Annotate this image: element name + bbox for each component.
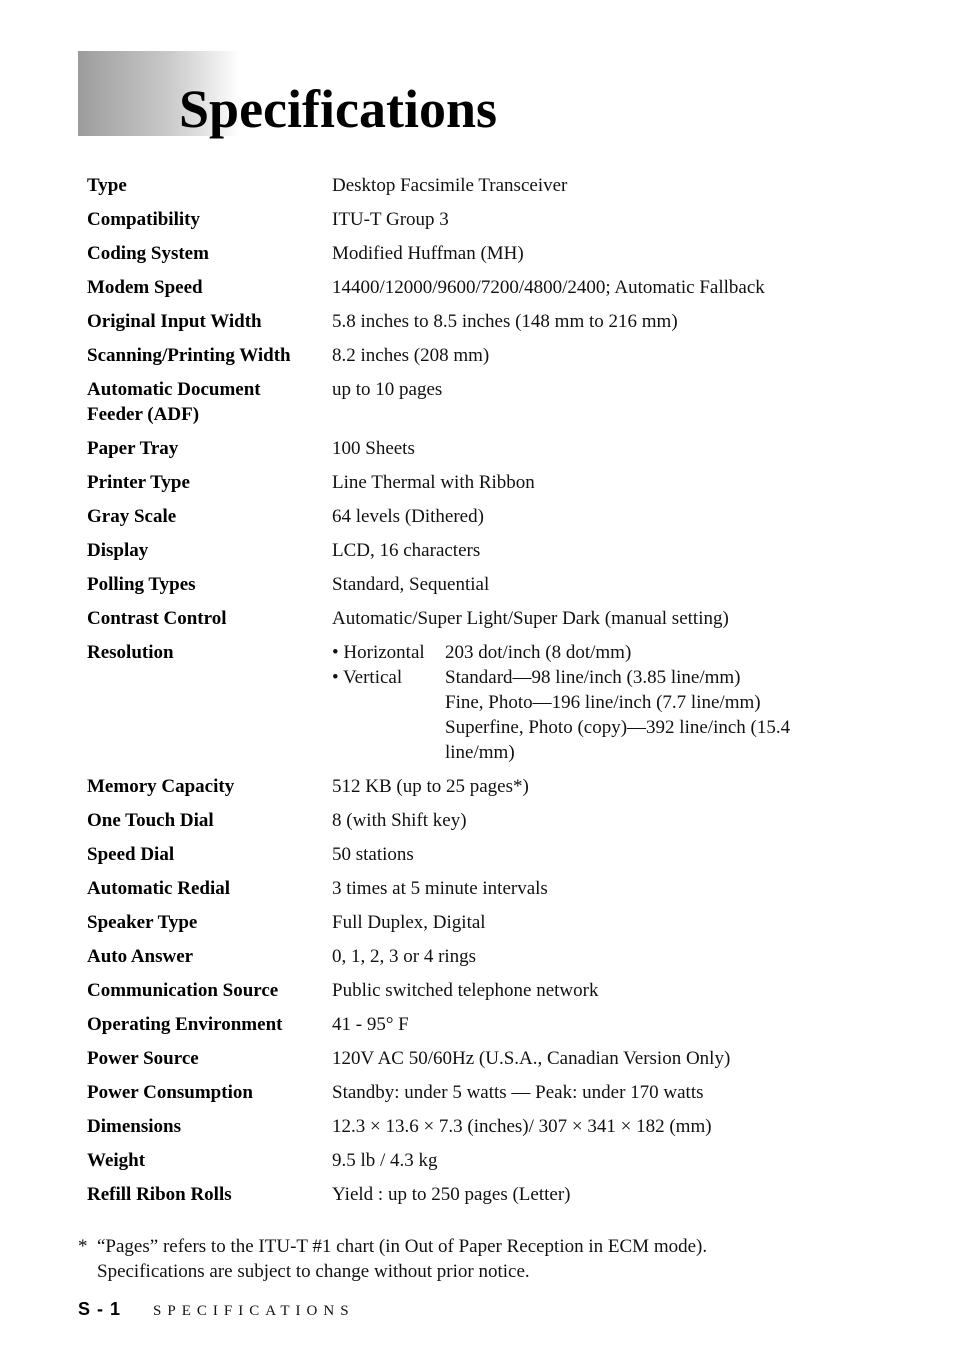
spec-value: Modified Huffman (MH) <box>332 243 524 264</box>
spec-value: 12.3 × 13.6 × 7.3 (inches)/ 307 × 341 × 182 (mm) <box>332 1116 712 1137</box>
spec-label: Communication Source <box>87 980 279 1001</box>
spec-row-polling-types <box>87 572 847 597</box>
spec-value: Standard, Sequential <box>332 574 490 595</box>
spec-value: Desktop Facsimile Transceiver <box>332 175 568 196</box>
spec-row-resolution <box>87 640 847 765</box>
spec-value: Standby: under 5 watts — Peak: under 170 watts <box>332 1082 704 1103</box>
spec-row-speaker-type <box>87 910 847 935</box>
page-footer <box>78 1299 355 1324</box>
spec-value: LCD, 16 characters <box>332 540 481 561</box>
page-title: Specifications <box>179 79 497 139</box>
spec-row-original-input-width <box>87 309 847 334</box>
spec-value: 50 stations <box>332 844 414 865</box>
spec-value: 8 (with Shift key) <box>332 810 467 831</box>
spec-row-display <box>87 538 847 563</box>
spec-value: up to 10 pages <box>332 379 443 400</box>
spec-row-weight <box>87 1148 847 1173</box>
spec-row-automatic-redial <box>87 876 847 901</box>
section-name: SPECIFICATIONS <box>153 1303 355 1319</box>
spec-label <box>87 377 332 427</box>
spec-row-dimensions <box>87 1114 847 1139</box>
spec-row-speed-dial <box>87 842 847 867</box>
spec-row-refill-ribbon-rolls <box>87 1182 847 1207</box>
page-number: S - 1 <box>78 1299 122 1319</box>
spec-value: Public switched telephone network <box>332 980 599 1001</box>
spec-label: Refill Ribon Rolls <box>87 1184 232 1205</box>
spec-label: Auto Answer <box>87 946 194 967</box>
spec-row-scanning-printing-width <box>87 343 847 368</box>
spec-row-adf <box>87 377 847 427</box>
footnote <box>78 1234 898 1284</box>
title-block <box>78 51 678 139</box>
resolution-grid <box>332 640 847 765</box>
footnote-line <box>78 1234 898 1259</box>
spec-table <box>87 173 847 1216</box>
spec-label: Automatic Redial <box>87 878 231 899</box>
resolution-value <box>332 640 847 765</box>
spec-label: Coding System <box>87 243 209 264</box>
spec-value: Full Duplex, Digital <box>332 912 486 933</box>
spec-label: Original Input Width <box>87 311 262 332</box>
spec-label: Power Consumption <box>87 1082 253 1103</box>
spec-label: Dimensions <box>87 1116 181 1137</box>
spec-row-contrast-control <box>87 606 847 631</box>
footnote-text: “Pages” refers to the ITU-T #1 chart (in Out of Paper Reception in ECM mode). <box>97 1236 708 1257</box>
spec-value: Automatic/Super Light/Super Dark (manual setting) <box>332 608 729 629</box>
spec-label: Printer Type <box>87 472 190 493</box>
resolution-vertical-value <box>445 665 847 765</box>
spec-value: 8.2 inches (208 mm) <box>332 345 490 366</box>
footnote-marker: * <box>78 1236 88 1257</box>
spec-label: Speaker Type <box>87 912 198 933</box>
spec-row-auto-answer <box>87 944 847 969</box>
spec-row-memory-capacity <box>87 774 847 799</box>
spec-row-power-source <box>87 1046 847 1071</box>
spec-value: 100 Sheets <box>332 438 415 459</box>
spec-value: 14400/12000/9600/7200/4800/2400; Automatic Fallback <box>332 277 765 298</box>
spec-label: Modem Speed <box>87 277 203 298</box>
spec-value: 5.8 inches to 8.5 inches (148 mm to 216 mm) <box>332 311 678 332</box>
spec-label: Type <box>87 175 127 196</box>
spec-value: 120V AC 50/60Hz (U.S.A., Canadian Version Only) <box>332 1048 731 1069</box>
spec-label: Contrast Control <box>87 608 227 629</box>
resolution-vertical-line: line/mm) <box>445 742 515 763</box>
spec-value: 512 KB (up to 25 pages*) <box>332 776 529 797</box>
resolution-vertical-line: Fine, Photo—196 line/inch (7.7 line/mm) <box>445 692 761 713</box>
spec-value: 0, 1, 2, 3 or 4 rings <box>332 946 477 967</box>
spec-row-power-consumption <box>87 1080 847 1105</box>
spec-row-one-touch-dial <box>87 808 847 833</box>
spec-label-line: Feeder (ADF) <box>87 404 200 425</box>
resolution-horizontal-label: • Horizontal <box>332 642 425 663</box>
spec-label: Gray Scale <box>87 506 177 527</box>
spec-value: 64 levels (Dithered) <box>332 506 484 527</box>
spec-label-line: Automatic Document <box>87 379 261 400</box>
resolution-vertical-line: Standard—98 line/inch (3.85 line/mm) <box>445 667 741 688</box>
spec-label: One Touch Dial <box>87 810 214 831</box>
spec-row-type <box>87 173 847 198</box>
resolution-vertical-line: Superfine, Photo (copy)—392 line/inch (15.4 <box>445 717 791 738</box>
spec-value: Yield : up to 250 pages (Letter) <box>332 1184 571 1205</box>
spec-label: Power Source <box>87 1048 199 1069</box>
spec-label: Resolution <box>87 642 174 663</box>
spec-label: Compatibility <box>87 209 200 230</box>
spec-value: ITU-T Group 3 <box>332 209 449 230</box>
spec-label: Memory Capacity <box>87 776 235 797</box>
spec-row-coding-system <box>87 241 847 266</box>
spec-label: Scanning/Printing Width <box>87 345 291 366</box>
resolution-vertical-label: • Vertical <box>332 667 403 688</box>
spec-row-printer-type <box>87 470 847 495</box>
spec-label: Operating Environment <box>87 1014 283 1035</box>
spec-label: Polling Types <box>87 574 196 595</box>
footnote-line: Specifications are subject to change without prior notice. <box>97 1261 530 1282</box>
spec-value: 9.5 lb / 4.3 kg <box>332 1150 438 1171</box>
spec-row-operating-environment <box>87 1012 847 1037</box>
resolution-horizontal-value: 203 dot/inch (8 dot/mm) <box>445 642 632 663</box>
spec-label: Weight <box>87 1150 146 1171</box>
spec-row-modem-speed <box>87 275 847 300</box>
spec-value: Line Thermal with Ribbon <box>332 472 535 493</box>
spec-row-gray-scale <box>87 504 847 529</box>
spec-value: 3 times at 5 minute intervals <box>332 878 548 899</box>
spec-row-compatibility <box>87 207 847 232</box>
spec-row-communication-source <box>87 978 847 1003</box>
spec-label: Display <box>87 540 149 561</box>
spec-label: Paper Tray <box>87 438 179 459</box>
spec-value: 41 - 95° F <box>332 1014 409 1035</box>
spec-row-paper-tray <box>87 436 847 461</box>
spec-label: Speed Dial <box>87 844 175 865</box>
